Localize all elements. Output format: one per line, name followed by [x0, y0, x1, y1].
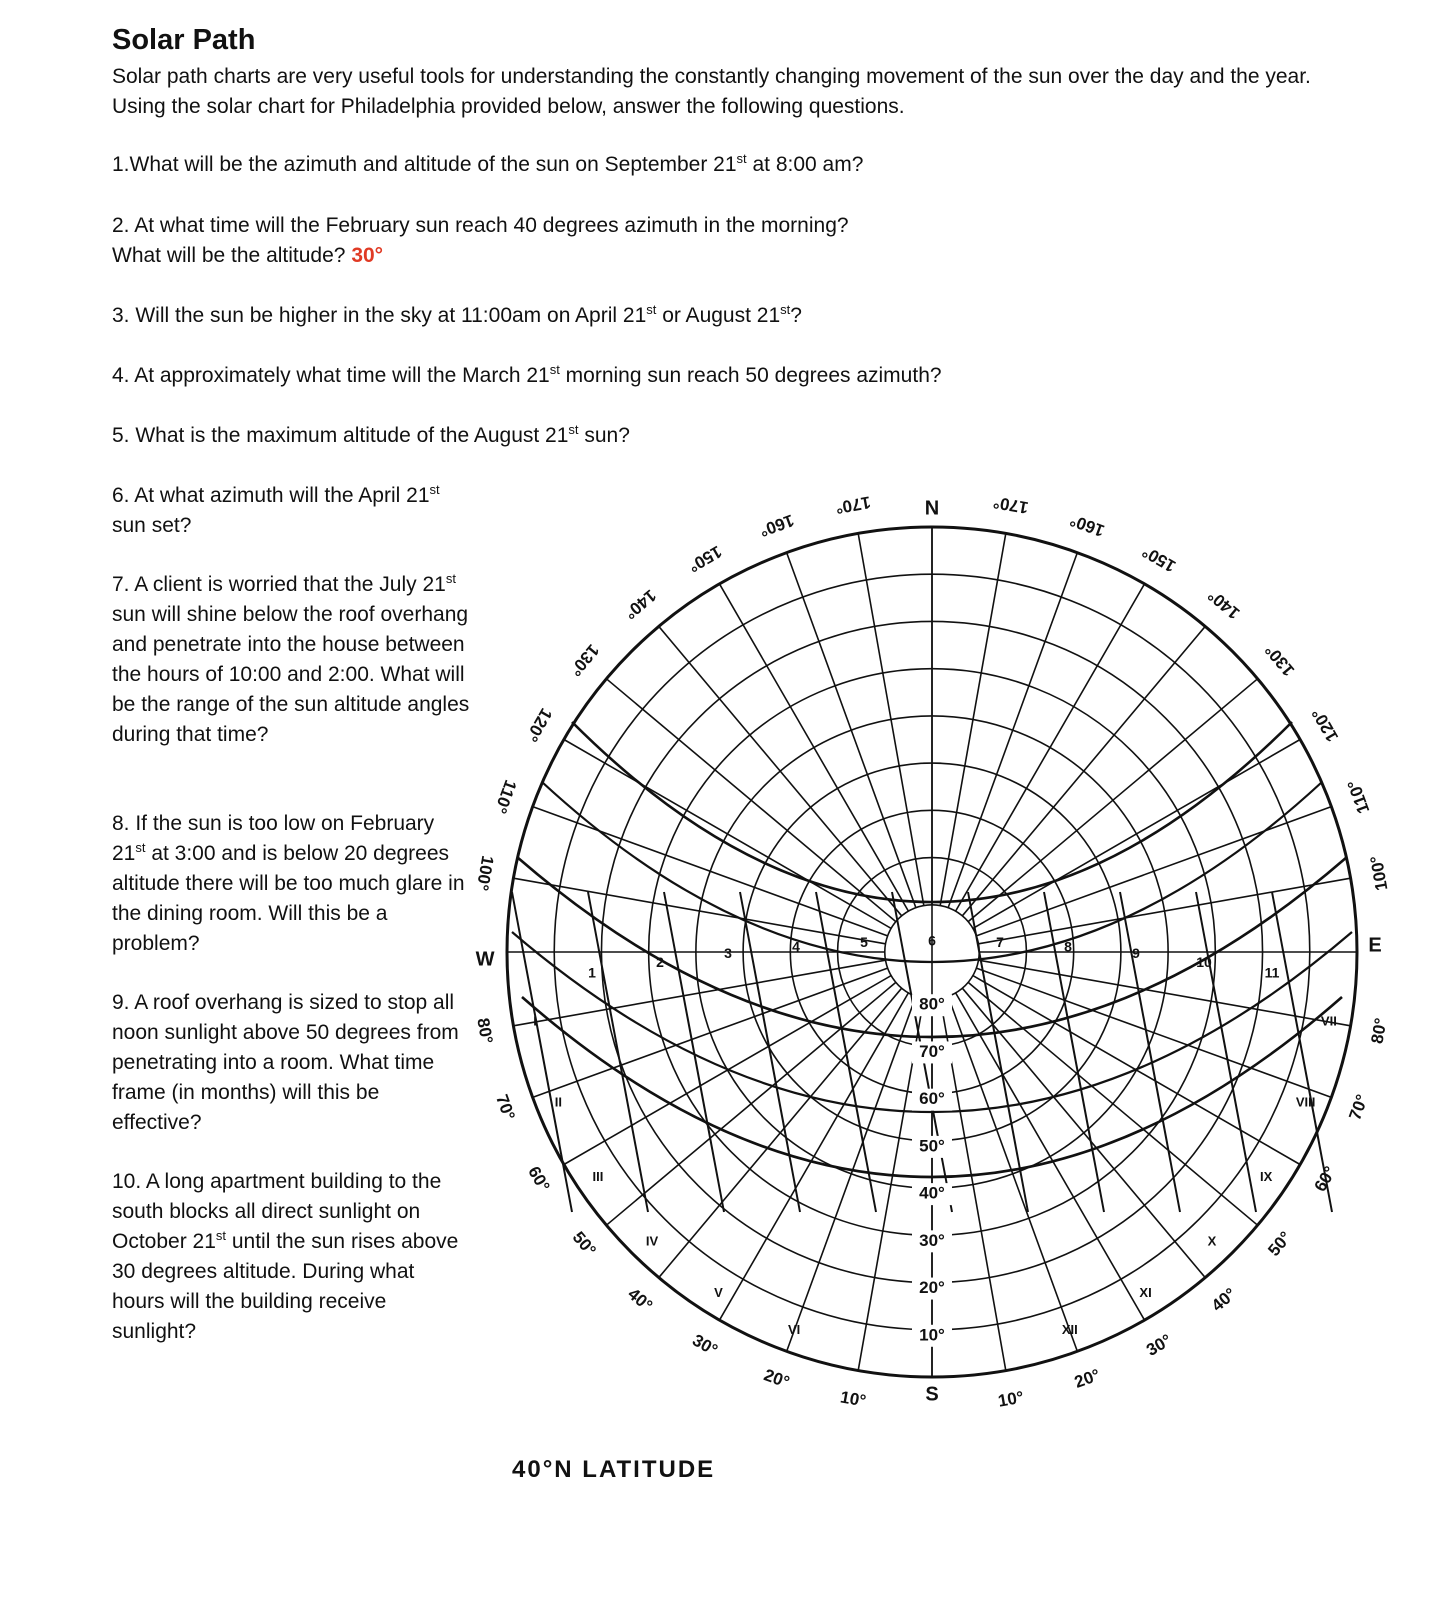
hour-label: 10 — [1196, 954, 1212, 971]
month-label: VI — [788, 1322, 801, 1338]
hour-label: 8 — [1064, 938, 1072, 955]
azimuth-label: 110° — [1343, 777, 1374, 817]
question-7: 7. A client is worried that the July 21st sun will shine below the roof overhang and penetrate into the house between the hours of 10:00 and 2:00. What will be the range of the sun altitude angles during that time? — [112, 571, 470, 746]
compass-south: S — [925, 1383, 939, 1406]
azimuth-line — [948, 553, 1077, 908]
azimuth-label: 170° — [991, 492, 1030, 518]
question-8: 8. If the sun is too low on February 21st at 3:00 and is below 20 degrees altitude there will be too much glare in the dining room. Will this be a problem? — [112, 812, 465, 955]
hour-label: 1 — [588, 964, 596, 981]
azimuth-label: 40° — [624, 1284, 657, 1316]
hour-label: 7 — [996, 934, 1004, 951]
question-10: 10. A long apartment building to the south blocks all direct sunlight on October 21st until the sun rises above 30 degrees altitude. During what hours will the building receive sunlight? — [112, 1170, 459, 1343]
azimuth-label: 150° — [1139, 541, 1179, 576]
hour-label: 3 — [724, 945, 732, 962]
azimuth-label: 150° — [685, 541, 725, 576]
azimuth-line — [606, 679, 895, 922]
altitude-label: 60° — [919, 1089, 945, 1109]
question-4: 4. At approximately what time will the March 21st morning sun reach 50 degrees azimuth? — [112, 362, 942, 387]
azimuth-label: 20° — [1071, 1365, 1103, 1392]
azimuth-line — [956, 584, 1145, 911]
hour-line — [588, 892, 648, 1212]
azimuth-line — [940, 533, 1006, 905]
intro-paragraph: Solar path charts are very useful tools for understanding the constantly changing movement of the sun over the day and the year. Using the solar chart for Philadelphia provided below, answer the following questions. — [112, 65, 1311, 118]
azimuth-label: 50° — [1264, 1227, 1296, 1260]
month-label: IV — [645, 1233, 659, 1249]
azimuth-line — [787, 996, 916, 1351]
azimuth-line — [968, 982, 1257, 1225]
azimuth-line — [720, 584, 909, 911]
azimuth-line — [659, 626, 902, 915]
azimuth-line — [858, 533, 924, 905]
azimuth-label: 140° — [1204, 585, 1244, 623]
azimuth-label: 170° — [834, 492, 873, 518]
page-title: Solar Path — [112, 24, 256, 56]
hour-line — [664, 892, 724, 1212]
azimuth-line — [533, 807, 888, 936]
azimuth-label: 80° — [473, 1016, 497, 1046]
azimuth-label: 70° — [492, 1091, 519, 1123]
hour-label: 9 — [1132, 945, 1140, 962]
compass-north: N — [924, 497, 940, 520]
altitude-label: 30° — [919, 1230, 945, 1250]
azimuth-label: 30° — [1143, 1330, 1175, 1360]
hour-label: 11 — [1264, 964, 1280, 981]
month-label: X — [1207, 1233, 1217, 1249]
question-2: 2. At what time will the February sun reach 40 degrees azimuth in the morning? What will be the altitude? 30° — [112, 214, 849, 267]
hour-line — [1120, 892, 1180, 1212]
month-label: III — [592, 1168, 604, 1184]
month-label: VII — [1320, 1013, 1337, 1029]
compass-west: W — [475, 948, 495, 971]
question-5: 5. What is the maximum altitude of the August 21st sun? — [112, 422, 630, 447]
altitude-label: 10° — [919, 1325, 945, 1345]
azimuth-label: 60° — [524, 1163, 554, 1195]
azimuth-line — [968, 679, 1257, 922]
azimuth-label: 110° — [490, 777, 521, 817]
azimuth-line — [787, 553, 916, 908]
azimuth-line — [973, 740, 1300, 929]
azimuth-label: 160° — [1067, 510, 1108, 541]
month-label: II — [554, 1094, 562, 1110]
altitude-label: 40° — [919, 1183, 945, 1203]
azimuth-label: 30° — [689, 1330, 721, 1360]
hour-label: 2 — [656, 954, 664, 971]
month-label: IX — [1259, 1168, 1273, 1184]
month-label: I — [533, 1013, 537, 1029]
compass-east: E — [1368, 934, 1382, 957]
hour-line — [1044, 892, 1104, 1212]
altitude-label: 80° — [919, 994, 945, 1014]
azimuth-label: 10° — [838, 1387, 868, 1411]
azimuth-label: 140° — [620, 585, 660, 623]
question-1: 1.What will be the azimuth and altitude of the sun on September 21st at 8:00 am? — [112, 151, 864, 176]
question-3: 3. Will the sun be higher in the sky at 11:00am on April 21st or August 21st? — [112, 302, 802, 327]
hour-label: 4 — [792, 938, 800, 955]
altitude-label: 50° — [919, 1136, 945, 1156]
azimuth-label: 40° — [1207, 1284, 1240, 1316]
month-label: VIII — [1295, 1094, 1316, 1110]
azimuth-line — [962, 626, 1205, 915]
azimuth-label: 60° — [1310, 1163, 1340, 1195]
azimuth-label: 100° — [1366, 854, 1392, 893]
azimuth-label: 160° — [756, 510, 797, 541]
azimuth-label: 120° — [1308, 705, 1343, 745]
azimuth-line — [606, 982, 895, 1225]
azimuth-line — [564, 740, 891, 929]
azimuth-line — [948, 996, 1077, 1351]
question-6: 6. At what azimuth will the April 21st sun set? — [112, 482, 440, 537]
azimuth-label: 130° — [565, 640, 603, 680]
azimuth-label: 20° — [761, 1365, 793, 1392]
month-label: XI — [1139, 1285, 1152, 1301]
azimuth-label: 70° — [1345, 1091, 1372, 1123]
month-label: V — [714, 1285, 723, 1301]
azimuth-label: 100° — [472, 854, 498, 893]
altitude-label: 70° — [919, 1041, 945, 1061]
azimuth-line — [976, 807, 1331, 936]
hour-label: 5 — [860, 934, 868, 951]
hour-label: 6 — [928, 932, 936, 949]
azimuth-line — [956, 993, 1145, 1320]
question-2-answer: 30° — [351, 244, 384, 267]
sun-path-chart — [472, 492, 1420, 1460]
azimuth-label: 80° — [1367, 1016, 1391, 1046]
altitude-label: 20° — [919, 1278, 945, 1298]
azimuth-label: 120° — [521, 705, 556, 745]
month-label: XII — [1061, 1322, 1078, 1338]
chart-caption: 40°N LATITUDE — [512, 1456, 716, 1483]
azimuth-label: 10° — [996, 1387, 1026, 1411]
azimuth-line — [720, 993, 909, 1320]
question-9: 9. A roof overhang is sized to stop all noon sunlight above 50 degrees from penetrating into a room. What time frame (in months) will this be effective? — [112, 991, 459, 1134]
azimuth-label: 50° — [568, 1227, 600, 1260]
azimuth-label: 130° — [1261, 640, 1299, 680]
